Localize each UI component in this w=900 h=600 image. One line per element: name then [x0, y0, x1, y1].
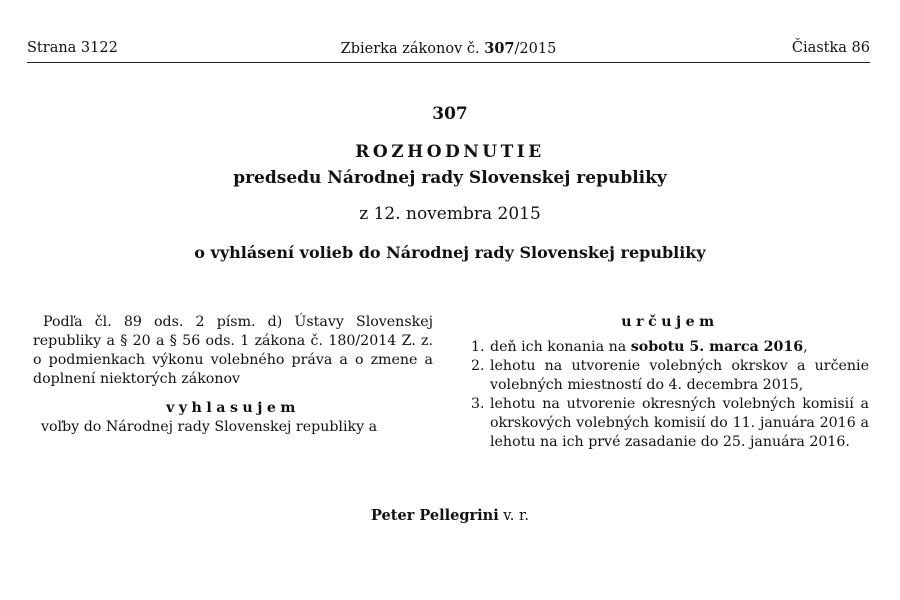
list-item [471, 395, 869, 452]
document-type: ROZHODNUTIE [355, 142, 545, 162]
list-item [471, 338, 869, 357]
collection-title [27, 40, 870, 57]
item-number: 3. [471, 396, 485, 412]
page-header [27, 40, 870, 63]
signature [0, 507, 900, 524]
document-date: z 12. novembra 2015 [359, 204, 541, 224]
item-number: 2. [471, 358, 485, 374]
left-column [33, 313, 433, 437]
page-number: Strana 3122 [27, 40, 118, 56]
collection-year: /2015 [514, 41, 557, 57]
item-text-post: , [803, 339, 808, 355]
collection-prefix: Zbierka zákonov č. [340, 41, 485, 57]
item-text: lehotu na utvorenie okresných volebných komisií a okrskových volebných komisií do 11. januára 2016 a lehotu na ich prvé zasadanie do 25. januára 2016. [490, 396, 869, 450]
document-subject: o vyhlásení volieb do Národnej rady Slovenskej republiky [194, 243, 706, 262]
declaration-text: voľby do Národnej rady Slovenskej republiky a [41, 419, 378, 435]
item-number: 1. [471, 339, 485, 355]
document-number: 307 [432, 104, 468, 124]
part-number: Čiastka 86 [791, 40, 870, 56]
item-text-pre: deň ich konania na [490, 339, 631, 355]
heading-vyhlasujem: vyhlasujem [166, 400, 300, 416]
preamble: Podľa čl. 89 ods. 2 písm. d) Ústavy Slovenskej republiky a § 20 a § 56 ods. 1 zákona č. 180/2014 Z. z. o podmienkach výkonu volebného práva a o zmene a doplnení niektorých zákonov [33, 314, 433, 387]
document-issuer: predsedu Národnej rady Slovenskej republiky [233, 168, 667, 188]
item-text: lehotu na utvorenie volebných okrskov a určenie volebných miestností do 4. decembra 2015, [490, 358, 869, 393]
signature-suffix: v. r. [498, 508, 529, 524]
signatory-name: Peter Pellegrini [371, 507, 499, 524]
list-item [471, 357, 869, 395]
collection-number: 307 [484, 40, 515, 57]
election-date: sobotu 5. marca 2016 [630, 339, 804, 355]
right-column [471, 313, 869, 452]
heading-urcujem: určujem [621, 314, 719, 330]
determination-list [471, 338, 869, 452]
